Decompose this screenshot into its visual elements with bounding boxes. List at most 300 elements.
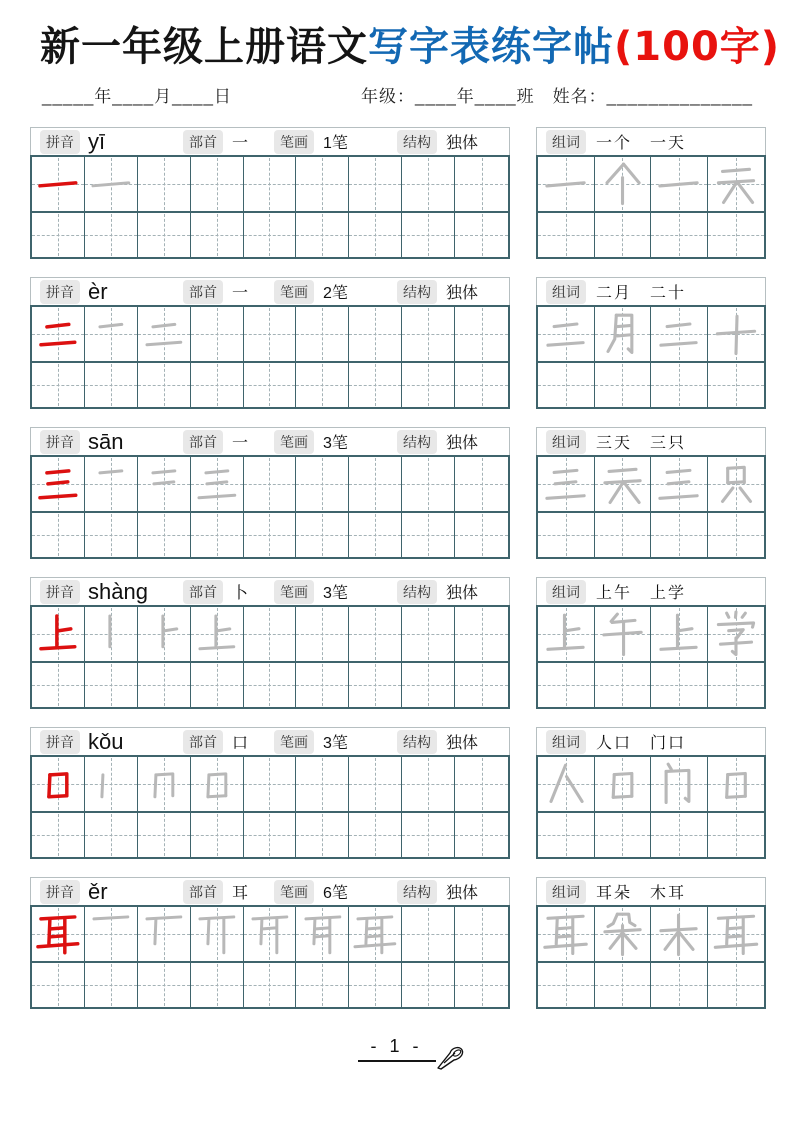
stroke-order-cell [296, 907, 349, 961]
blank-practice-cell [349, 363, 402, 407]
word-trace-cell [595, 307, 652, 361]
strokes-value: 2笔 [323, 285, 348, 302]
blank-practice-cell [32, 663, 85, 707]
words-practice-grid [536, 455, 766, 511]
radical-badge: 部首 [183, 280, 223, 304]
words-header [536, 727, 766, 755]
character-practice-grid [30, 155, 510, 211]
char-glyph [710, 459, 762, 509]
char-glyph [246, 909, 294, 959]
char-glyph [597, 159, 648, 209]
title-char-count: (100字) [614, 24, 781, 70]
words-extra-grid [536, 661, 766, 709]
char-glyph [34, 759, 82, 809]
stroke-order-cell [296, 757, 349, 811]
date-blanks: _____年____月____日 [42, 87, 232, 106]
char-glyph [540, 759, 591, 809]
words-header [536, 577, 766, 605]
radical-badge: 部首 [183, 130, 223, 154]
char-glyph [34, 909, 82, 959]
blank-practice-cell [538, 963, 595, 1007]
char-glyph [653, 609, 704, 659]
blank-practice-cell [708, 513, 765, 557]
word-trace-cell [595, 757, 652, 811]
words-extra-grid [536, 511, 766, 559]
page-number [358, 1036, 436, 1062]
strokes-value: 3笔 [323, 435, 348, 452]
blank-practice-cell [538, 663, 595, 707]
words-panel [536, 427, 766, 559]
pinyin-value: èr [88, 278, 108, 304]
char-glyph [597, 909, 648, 959]
stroke-order-cell [244, 607, 297, 661]
char-glyph [87, 459, 135, 509]
stroke-order-cell [138, 907, 191, 961]
blank-practice-cell [85, 813, 138, 857]
blank-practice-cell [85, 213, 138, 257]
model-character-cell [32, 307, 85, 361]
char-glyph [140, 909, 188, 959]
title-copybook: 写字表练字帖 [368, 24, 614, 70]
words-badge: 组词 [546, 580, 586, 604]
radical-value: 一 [232, 435, 249, 452]
strokes-badge: 笔画 [274, 880, 314, 904]
words-value: 耳朵 木耳 [596, 885, 687, 902]
words-badge: 组词 [546, 280, 586, 304]
character-practice-grid [30, 305, 510, 361]
pinyin-badge: 拼音 [40, 430, 80, 454]
word-trace-cell [651, 907, 708, 961]
word-trace-cell [538, 607, 595, 661]
blank-practice-cell [708, 663, 765, 707]
pinyin-value: yī [88, 128, 106, 154]
blank-practice-cell [708, 963, 765, 1007]
char-glyph [34, 459, 82, 509]
structure-value: 独体 [446, 135, 479, 152]
stroke-order-cell [455, 307, 508, 361]
blank-practice-cell [538, 513, 595, 557]
stroke-order-cell [244, 157, 297, 211]
character-panel [30, 127, 510, 259]
char-glyph [540, 909, 591, 959]
radical-badge: 部首 [183, 430, 223, 454]
character-header [30, 577, 510, 605]
title-course: 新一年级上册语文 [40, 24, 368, 70]
word-trace-cell [538, 907, 595, 961]
blank-practice-cell [138, 663, 191, 707]
char-glyph [653, 909, 704, 959]
blank-practice-cell [85, 663, 138, 707]
strokes-badge: 笔画 [274, 430, 314, 454]
stroke-order-cell [402, 307, 455, 361]
words-value: 三天 三只 [596, 435, 687, 452]
char-glyph [87, 759, 135, 809]
stroke-order-cell [85, 607, 138, 661]
words-value: 二月 二十 [596, 285, 687, 302]
blank-practice-cell [402, 513, 455, 557]
stroke-order-cell [191, 907, 244, 961]
stroke-order-cell [402, 457, 455, 511]
char-glyph [653, 459, 704, 509]
structure-badge: 结构 [397, 430, 437, 454]
blank-practice-cell [32, 813, 85, 857]
word-trace-cell [595, 457, 652, 511]
blank-practice-cell [402, 963, 455, 1007]
pinyin-value: ěr [88, 878, 108, 904]
model-character-cell [32, 157, 85, 211]
radical-value: 耳 [232, 885, 249, 902]
blank-practice-cell [191, 663, 244, 707]
stroke-order-cell [402, 157, 455, 211]
blank-practice-cell [455, 213, 508, 257]
structure-badge: 结构 [397, 880, 437, 904]
blank-practice-cell [651, 213, 708, 257]
words-extra-grid [536, 811, 766, 859]
blank-practice-cell [244, 513, 297, 557]
words-practice-grid [536, 305, 766, 361]
blank-practice-cell [708, 363, 765, 407]
stroke-order-cell [455, 907, 508, 961]
blank-practice-cell [708, 213, 765, 257]
blank-practice-cell [191, 213, 244, 257]
stroke-order-cell [349, 907, 402, 961]
char-glyph [87, 159, 135, 209]
word-trace-cell [708, 457, 765, 511]
pinyin-value: shàng [88, 578, 148, 604]
page-footer [0, 1036, 793, 1062]
blank-practice-cell [708, 813, 765, 857]
footer-rule [358, 1060, 436, 1062]
blank-practice-cell [595, 363, 652, 407]
words-extra-grid [536, 961, 766, 1009]
stroke-order-cell [296, 157, 349, 211]
blank-practice-cell [191, 513, 244, 557]
blank-practice-cell [244, 663, 297, 707]
word-trace-cell [538, 157, 595, 211]
blank-practice-cell [349, 963, 402, 1007]
words-badge: 组词 [546, 430, 586, 454]
radical-value: 一 [232, 135, 249, 152]
stroke-order-cell [455, 757, 508, 811]
character-extra-grid [30, 661, 510, 709]
strokes-value: 3笔 [323, 585, 348, 602]
character-practice-grid [30, 905, 510, 961]
blank-practice-cell [138, 813, 191, 857]
blank-practice-cell [651, 963, 708, 1007]
stroke-order-cell [85, 307, 138, 361]
pinyin-badge: 拼音 [40, 580, 80, 604]
stroke-order-cell [244, 457, 297, 511]
word-trace-cell [708, 907, 765, 961]
stroke-order-cell [138, 157, 191, 211]
words-practice-grid [536, 155, 766, 211]
character-extra-grid [30, 211, 510, 259]
blank-practice-cell [651, 663, 708, 707]
words-value: 一个 一天 [596, 135, 687, 152]
blank-practice-cell [595, 663, 652, 707]
word-trace-cell [595, 157, 652, 211]
words-header [536, 427, 766, 455]
blank-practice-cell [455, 663, 508, 707]
practice-row [30, 127, 793, 259]
blank-practice-cell [296, 813, 349, 857]
blank-practice-cell [138, 963, 191, 1007]
radical-value: 卜 [232, 585, 249, 602]
blank-practice-cell [244, 363, 297, 407]
stroke-order-cell [402, 907, 455, 961]
strokes-value: 6笔 [323, 885, 348, 902]
word-trace-cell [708, 307, 765, 361]
char-glyph [540, 609, 591, 659]
words-practice-grid [536, 755, 766, 811]
character-header [30, 277, 510, 305]
blank-practice-cell [595, 963, 652, 1007]
blank-practice-cell [651, 363, 708, 407]
structure-value: 独体 [446, 735, 479, 752]
words-extra-grid [536, 361, 766, 409]
char-glyph [87, 309, 135, 359]
stroke-order-cell [138, 607, 191, 661]
char-glyph [87, 609, 135, 659]
blank-practice-cell [191, 363, 244, 407]
stroke-order-cell [138, 757, 191, 811]
blank-practice-cell [296, 963, 349, 1007]
blank-practice-cell [455, 513, 508, 557]
blank-practice-cell [32, 213, 85, 257]
pinyin-badge: 拼音 [40, 730, 80, 754]
word-trace-cell [651, 307, 708, 361]
word-trace-cell [651, 607, 708, 661]
stroke-order-cell [455, 457, 508, 511]
stroke-order-cell [191, 757, 244, 811]
radical-value: 一 [232, 285, 249, 302]
words-extra-grid [536, 211, 766, 259]
strokes-value: 3笔 [323, 735, 348, 752]
strokes-badge: 笔画 [274, 580, 314, 604]
blank-practice-cell [402, 813, 455, 857]
model-character-cell [32, 757, 85, 811]
pinyin-badge: 拼音 [40, 130, 80, 154]
stroke-order-cell [455, 607, 508, 661]
blank-practice-cell [455, 363, 508, 407]
radical-badge: 部首 [183, 580, 223, 604]
char-glyph [351, 909, 399, 959]
word-trace-cell [651, 757, 708, 811]
radical-badge: 部首 [183, 730, 223, 754]
char-glyph [299, 909, 347, 959]
character-extra-grid [30, 361, 510, 409]
blank-practice-cell [138, 363, 191, 407]
stroke-order-cell [85, 757, 138, 811]
blank-practice-cell [296, 663, 349, 707]
radical-badge: 部首 [183, 880, 223, 904]
stroke-order-cell [402, 757, 455, 811]
char-glyph [597, 609, 648, 659]
stroke-order-cell [244, 757, 297, 811]
blank-practice-cell [595, 513, 652, 557]
char-glyph [87, 909, 135, 959]
structure-badge: 结构 [397, 730, 437, 754]
word-trace-cell [595, 907, 652, 961]
stroke-order-cell [349, 307, 402, 361]
char-glyph [597, 759, 648, 809]
page-number-label: - 1 - [370, 1036, 423, 1056]
stroke-order-cell [296, 607, 349, 661]
words-header [536, 277, 766, 305]
blank-practice-cell [32, 963, 85, 1007]
fountain-pen-icon [436, 1044, 466, 1070]
structure-value: 独体 [446, 585, 479, 602]
structure-badge: 结构 [397, 280, 437, 304]
words-header [536, 877, 766, 905]
stroke-order-cell [138, 307, 191, 361]
practice-row [30, 727, 793, 859]
stroke-order-cell [296, 307, 349, 361]
word-trace-cell [708, 757, 765, 811]
char-glyph [710, 309, 762, 359]
words-panel [536, 727, 766, 859]
character-extra-grid [30, 961, 510, 1009]
blank-practice-cell [244, 813, 297, 857]
stroke-order-cell [349, 757, 402, 811]
words-value: 上午 上学 [596, 585, 687, 602]
stroke-order-cell [455, 157, 508, 211]
strokes-value: 1笔 [323, 135, 348, 152]
blank-practice-cell [402, 363, 455, 407]
word-trace-cell [708, 607, 765, 661]
stroke-order-cell [191, 607, 244, 661]
stroke-order-cell [138, 457, 191, 511]
blank-practice-cell [455, 963, 508, 1007]
blank-practice-cell [651, 813, 708, 857]
word-trace-cell [651, 157, 708, 211]
char-glyph [710, 609, 762, 659]
blank-practice-cell [296, 213, 349, 257]
blank-practice-cell [296, 513, 349, 557]
char-glyph [193, 609, 241, 659]
structure-badge: 结构 [397, 580, 437, 604]
word-trace-cell [708, 157, 765, 211]
grade-name-blanks: 年级：____年____班 姓名：______________ [360, 87, 753, 106]
character-extra-grid [30, 811, 510, 859]
char-glyph [597, 309, 648, 359]
character-header [30, 727, 510, 755]
model-character-cell [32, 457, 85, 511]
pinyin-badge: 拼音 [40, 280, 80, 304]
stroke-order-cell [244, 907, 297, 961]
blank-practice-cell [402, 663, 455, 707]
word-trace-cell [538, 757, 595, 811]
model-character-cell [32, 607, 85, 661]
blank-practice-cell [191, 963, 244, 1007]
practice-row [30, 427, 793, 559]
structure-value: 独体 [446, 285, 479, 302]
char-glyph [34, 159, 82, 209]
char-glyph [710, 159, 762, 209]
stroke-order-cell [85, 907, 138, 961]
char-glyph [140, 759, 188, 809]
character-panel [30, 427, 510, 559]
blank-practice-cell [85, 363, 138, 407]
character-panel [30, 727, 510, 859]
blank-practice-cell [244, 213, 297, 257]
char-glyph [710, 759, 762, 809]
char-glyph [193, 459, 241, 509]
char-glyph [597, 459, 648, 509]
blank-practice-cell [455, 813, 508, 857]
char-glyph [140, 309, 188, 359]
pinyin-value: sān [88, 428, 124, 454]
char-glyph [140, 459, 188, 509]
strokes-badge: 笔画 [274, 730, 314, 754]
stroke-order-cell [244, 307, 297, 361]
structure-value: 独体 [446, 435, 479, 452]
words-badge: 组词 [546, 130, 586, 154]
words-badge: 组词 [546, 880, 586, 904]
words-badge: 组词 [546, 730, 586, 754]
blank-practice-cell [651, 513, 708, 557]
blank-practice-cell [244, 963, 297, 1007]
words-header [536, 127, 766, 155]
char-glyph [710, 909, 762, 959]
char-glyph [193, 759, 241, 809]
stroke-order-cell [191, 307, 244, 361]
practice-row [30, 277, 793, 409]
character-panel [30, 277, 510, 409]
stroke-order-cell [85, 457, 138, 511]
char-glyph [653, 159, 704, 209]
model-character-cell [32, 907, 85, 961]
practice-rows [30, 127, 793, 1009]
word-trace-cell [595, 607, 652, 661]
stroke-order-cell [85, 157, 138, 211]
strokes-badge: 笔画 [274, 280, 314, 304]
char-glyph [653, 759, 704, 809]
blank-practice-cell [32, 363, 85, 407]
words-panel [536, 877, 766, 1009]
character-panel [30, 877, 510, 1009]
word-trace-cell [538, 457, 595, 511]
words-panel [536, 127, 766, 259]
blank-practice-cell [349, 513, 402, 557]
pinyin-badge: 拼音 [40, 880, 80, 904]
character-practice-grid [30, 755, 510, 811]
words-practice-grid [536, 905, 766, 961]
structure-value: 独体 [446, 885, 479, 902]
words-panel [536, 577, 766, 709]
blank-practice-cell [85, 963, 138, 1007]
word-trace-cell [538, 307, 595, 361]
radical-value: 口 [232, 735, 249, 752]
page-title [0, 0, 793, 70]
stroke-order-cell [191, 157, 244, 211]
stroke-order-cell [349, 457, 402, 511]
stroke-order-cell [296, 457, 349, 511]
character-header [30, 877, 510, 905]
blank-practice-cell [402, 213, 455, 257]
blank-practice-cell [32, 513, 85, 557]
char-glyph [193, 909, 241, 959]
char-glyph [540, 309, 591, 359]
blank-practice-cell [85, 513, 138, 557]
character-header [30, 127, 510, 155]
blank-practice-cell [595, 213, 652, 257]
blank-practice-cell [138, 213, 191, 257]
char-glyph [540, 159, 591, 209]
blank-practice-cell [538, 813, 595, 857]
char-glyph [140, 609, 188, 659]
practice-row [30, 577, 793, 709]
